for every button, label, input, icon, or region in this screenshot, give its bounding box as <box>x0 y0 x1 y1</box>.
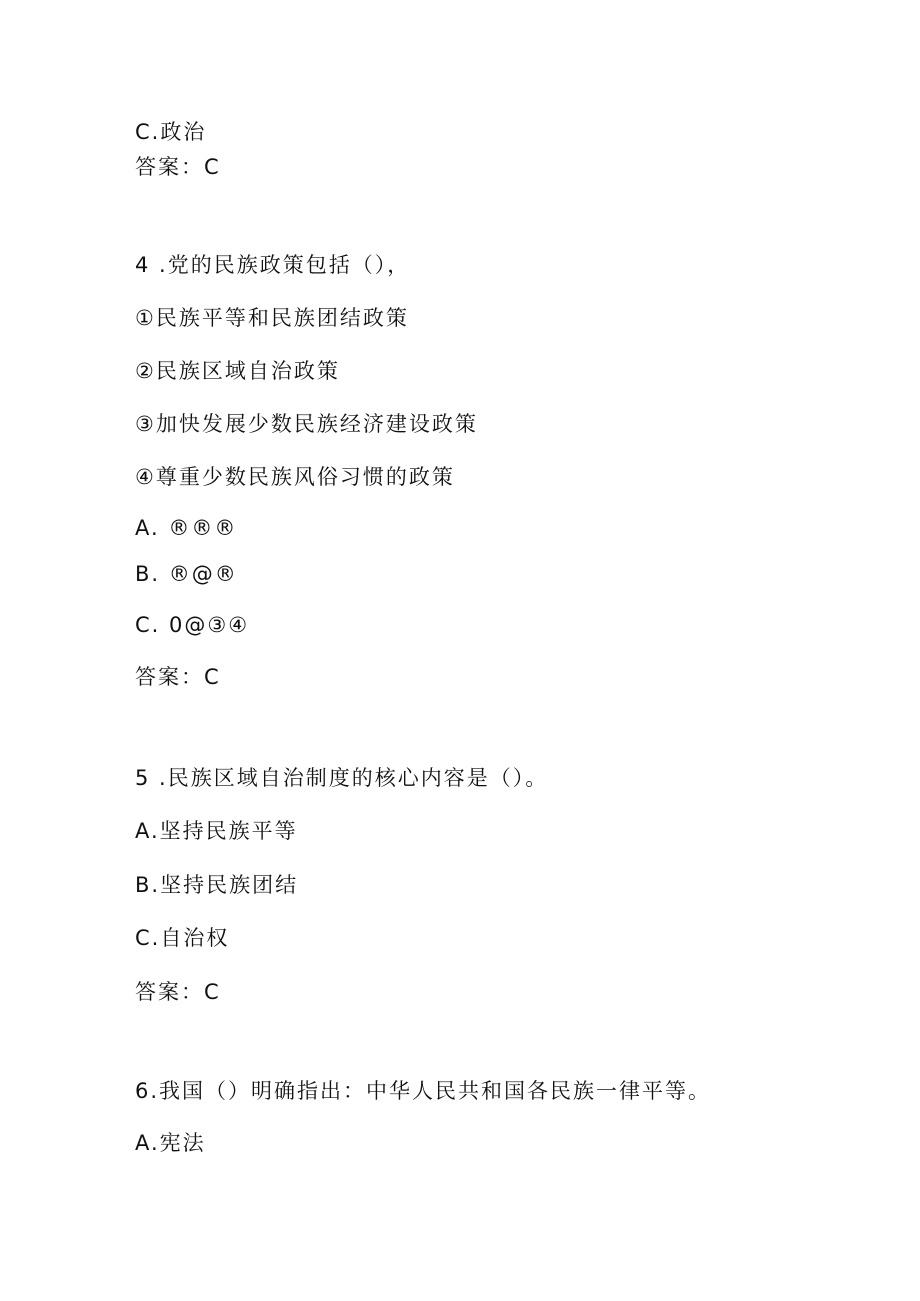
q4-option-c: C. 0@③④ <box>135 613 250 637</box>
q4-item-1: ①民族平等和民族团结政策 <box>135 306 409 330</box>
q5-option-b: B.坚持民族团结 <box>135 873 299 897</box>
q3-option-c: C.政治 <box>135 120 207 144</box>
q4-item-4: ④尊重少数民族风俗习惯的政策 <box>135 465 455 489</box>
q6-option-a: A.宪法 <box>135 1131 206 1155</box>
q4-item-2: ②民族区域自治政策 <box>135 359 340 383</box>
q4-stem: 4 .党的民族政策包括（）， <box>135 253 411 277</box>
q4-item-3: ③加快发展少数民族经济建设政策 <box>135 412 478 436</box>
q5-option-c: C.自治权 <box>135 926 230 950</box>
q5-stem: 5 .民族区域自治制度的核心内容是（）。 <box>135 766 549 790</box>
q4-answer: 答案：C <box>135 665 221 689</box>
q3-answer: 答案：C <box>135 155 221 179</box>
q6-stem: 6.我国（）明确指出：中华人民共和国各民族一律平等。 <box>135 1079 712 1103</box>
q4-option-a: A. ®®® <box>135 516 238 540</box>
q5-option-a: A.坚持民族平等 <box>135 819 298 843</box>
q4-option-b: B. ®@® <box>135 562 238 586</box>
q5-answer: 答案：C <box>135 980 221 1004</box>
